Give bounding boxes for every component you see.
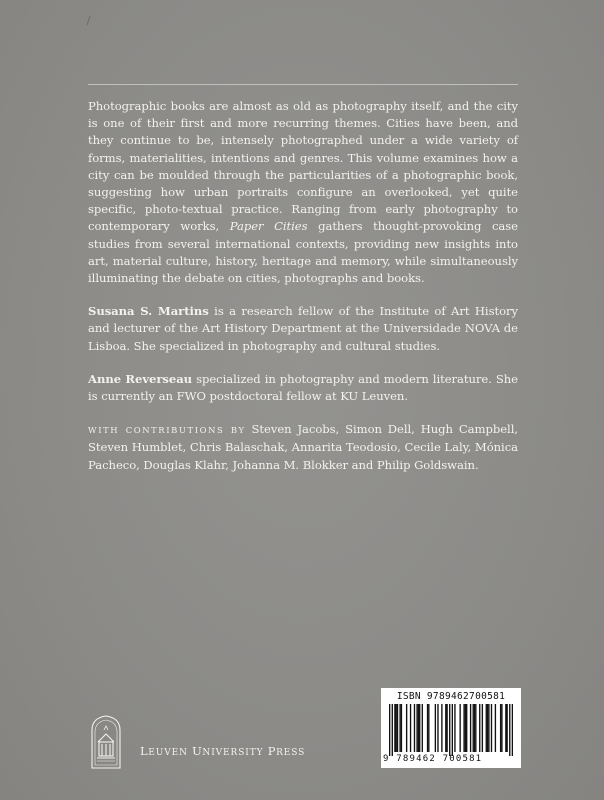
contributions-paragraph (88, 421, 518, 474)
barcode-bar (427, 704, 428, 752)
barcode-bar (406, 704, 407, 752)
barcode-bar (495, 704, 496, 752)
author-name-2: Anne Reverseau (88, 371, 193, 386)
barcode-bar (491, 704, 492, 752)
barcode-bar (435, 704, 436, 752)
university-library-logo-icon (86, 712, 126, 772)
barcode-bar (410, 704, 411, 752)
barcode-bar (397, 704, 398, 752)
intro-paragraph: Photographic books are almost as old as photography itself, and the city is one of their first and more recurring themes. Cities have been, and they continue to be, intensely photographed under a wide variety of forms, materialities, intentions and genres. This volume examines how a city can be moulded through the particularities of a photographic book, suggesting how urban portraits configure an overlooked, yet quite specific, photo-textual practice. Ranging from early photography to contemporary works, Paper Cities gathers thought-provoking case studies from several international contexts, providing new insights into art, material culture, history, heritage and memory, while simultaneously illuminating the debate on cities, photographs and books. (88, 99, 518, 286)
publisher-name: LEUVEN UNIVERSITY PRESS (140, 744, 306, 758)
barcode-bar (474, 704, 475, 752)
barcode-bar (487, 704, 488, 752)
barcode-bar (396, 704, 397, 752)
blurb (88, 98, 518, 490)
barcode-bar (488, 704, 489, 752)
barcode-bar (445, 704, 446, 752)
barcode-bar (463, 704, 464, 752)
barcode-bar (414, 704, 415, 752)
author-name-1: Susana S. Martins (88, 304, 209, 319)
barcode-bar (509, 704, 510, 756)
scratch-mark (87, 15, 95, 26)
barcode-bar (416, 704, 417, 752)
bio-paragraph-1: Susana S. Martins is a research fellow of the Institute of Art History and lecturer of the Art History Department at the Universidade NOVA de Lisboa. She specialized in photography and cultural studies. (88, 304, 519, 353)
barcode-bar (441, 704, 442, 752)
barcode-bar (473, 704, 474, 752)
top-rule (88, 84, 518, 85)
barcode-bar (500, 704, 501, 752)
barcode-bar (392, 704, 393, 756)
barcode-bar (437, 704, 438, 752)
isbn-label: ISBN 9789462700581 (396, 691, 506, 702)
isbn-digits: 9 789462 700581 (383, 754, 483, 764)
bio-paragraph-2: Anne Reverseau specialized in photography and modern literature. She is currently an FWO postdoctoral fellow at KU Leuven. (88, 371, 518, 404)
barcode-bar (486, 704, 487, 752)
contributions-label: WITH CONTRIBUTIONS BY (88, 425, 246, 436)
barcode-bar (454, 704, 455, 752)
barcode-bar (505, 704, 506, 752)
isbn-barcode (381, 688, 521, 768)
barcode-bar (399, 704, 400, 752)
barcode-bar (419, 704, 420, 752)
book-title: Paper Cities (229, 219, 308, 234)
barcode-bar (479, 704, 480, 752)
barcode-bar (449, 704, 450, 756)
contributors-list: Steven Jacobs, Simon Dell, Hugh Campbell, Steven Humblet, Chris Balaschak, Annarita Teodosio, Cecile Laly, Mónica Pacheco, Douglas Klahr, Johanna M. Blokker and Philip Goldswain. (88, 422, 518, 472)
barcode-bar (428, 704, 429, 752)
barcode-bar (466, 704, 467, 752)
barcode-bar (446, 704, 447, 752)
barcode-bar (482, 704, 483, 752)
barcode-bars (389, 704, 513, 756)
barcode-bar (452, 704, 453, 756)
barcode-bar (465, 704, 466, 752)
barcode-bar (501, 704, 502, 752)
barcode-bar (512, 704, 513, 756)
barcode-bar (422, 704, 423, 752)
barcode-bar (418, 704, 419, 752)
barcode-bar (506, 704, 507, 752)
barcode-bar (401, 704, 402, 752)
barcode-bar (394, 704, 395, 752)
barcode-bar (459, 704, 460, 752)
barcode-bar (389, 704, 390, 756)
barcode-bar (475, 704, 476, 752)
barcode-bar (470, 704, 471, 752)
